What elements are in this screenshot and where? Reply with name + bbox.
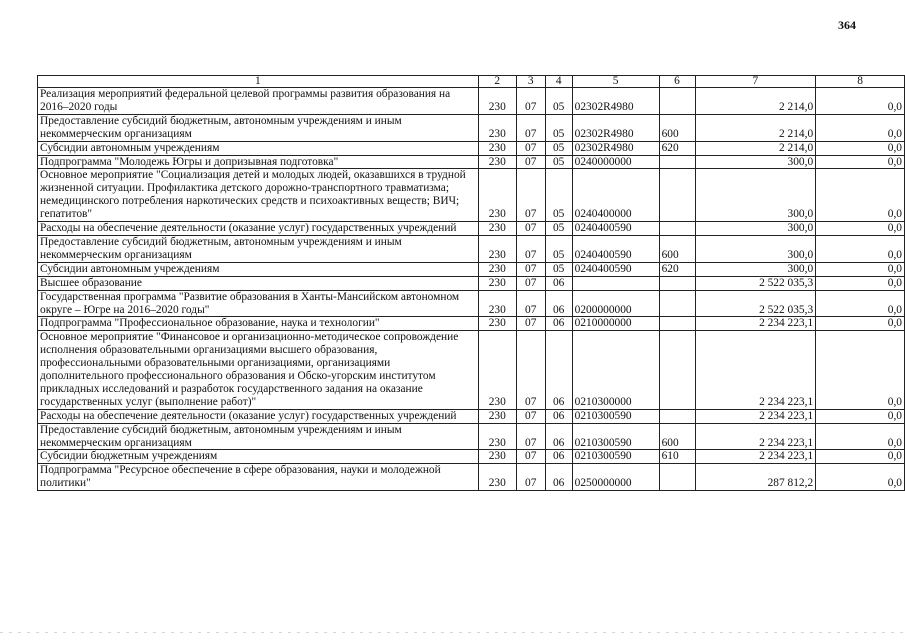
section-code: 07 [516,169,545,222]
row-name: Субсидии автономным учреждениям [38,141,479,155]
row-name: Подпрограмма "Профессиональное образование, наука и технологии" [38,317,479,331]
table-body [38,88,905,491]
amount-cell-secondary: 0,0 [816,114,905,141]
table-row [38,276,905,290]
amount-cell: 300,0 [695,169,816,222]
table-row [38,155,905,169]
section-code: 07 [516,114,545,141]
budget-table [37,75,905,491]
ministry-code: 230 [478,235,516,262]
subsection-code: 06 [545,290,572,317]
amount-cell: 2 234 223,1 [695,423,816,450]
amount-cell-secondary: 0,0 [816,464,905,491]
table-row [38,409,905,423]
row-name: Государственная программа "Развитие образования в Ханты-Мансийском автономном округе – Югре на 2016–2020 годы" [38,290,479,317]
section-code: 07 [516,235,545,262]
table-row [38,262,905,276]
amount-cell-secondary: 0,0 [816,155,905,169]
row-name: Подпрограмма "Молодежь Югры и допризывная подготовка" [38,155,479,169]
target-article-code: 0210300000 [572,331,659,409]
amount-cell-secondary: 0,0 [816,88,905,115]
ministry-code: 230 [478,114,516,141]
amount-cell: 300,0 [695,235,816,262]
amount-cell: 300,0 [695,155,816,169]
amount-cell-secondary: 0,0 [816,222,905,236]
amount-cell-secondary: 0,0 [816,317,905,331]
target-article-code: 0240400590 [572,262,659,276]
section-code: 07 [516,450,545,464]
row-name: Субсидии автономным учреждениям [38,262,479,276]
subsection-code: 05 [545,169,572,222]
amount-cell-secondary: 0,0 [816,262,905,276]
amount-cell-secondary: 0,0 [816,235,905,262]
table-row [38,141,905,155]
target-article-code [572,276,659,290]
expense-type-code [659,88,695,115]
ministry-code: 230 [478,222,516,236]
ministry-code: 230 [478,169,516,222]
expense-type-code: 610 [659,450,695,464]
table-row [38,464,905,491]
expense-type-code [659,317,695,331]
subsection-code: 05 [545,222,572,236]
subsection-code: 05 [545,262,572,276]
expense-type-code: 600 [659,114,695,141]
target-article-code: 0210300590 [572,423,659,450]
expense-type-code [659,331,695,409]
subsection-code: 05 [545,235,572,262]
column-number-row [38,76,905,88]
target-article-code: 0210300590 [572,409,659,423]
section-code: 07 [516,141,545,155]
expense-type-code [659,155,695,169]
target-article-code: 0210300590 [572,450,659,464]
subsection-code: 06 [545,423,572,450]
amount-cell: 300,0 [695,222,816,236]
header-cell: 5 [572,76,659,88]
amount-cell: 2 234 223,1 [695,450,816,464]
ministry-code: 230 [478,276,516,290]
page-number: 364 [838,18,856,32]
table-row [38,222,905,236]
header-cell: 8 [816,76,905,88]
amount-cell: 2 234 223,1 [695,331,816,409]
target-article-code: 02302R4980 [572,141,659,155]
table-row [38,169,905,222]
ministry-code: 230 [478,464,516,491]
subsection-code: 05 [545,141,572,155]
row-name: Предоставление субсидий бюджетным, автономным учреждениям и иным некоммерческим организациям [38,114,479,141]
row-name: Основное мероприятие "Финансовое и организационно-методическое сопровождение исполнения образовательными организациями высшего образования, профессиональными образовательными организациями, организациями дополнительного профессионального образования и Обско-угорским институтом прикладных исследований и разработок государственного задания на оказание государственных услуг (выполнение работ)" [38,331,479,409]
table-row [38,423,905,450]
expense-type-code [659,222,695,236]
header-cell: 3 [516,76,545,88]
row-name: Предоставление субсидий бюджетным, автономным учреждениям и иным некоммерческим организациям [38,423,479,450]
expense-type-code [659,409,695,423]
section-code: 07 [516,409,545,423]
expense-type-code: 600 [659,423,695,450]
amount-cell: 2 522 035,3 [695,290,816,317]
amount-cell: 2 214,0 [695,88,816,115]
target-article-code: 0200000000 [572,290,659,317]
target-article-code: 02302R4980 [572,114,659,141]
table-row [38,317,905,331]
expense-type-code [659,464,695,491]
amount-cell-secondary: 0,0 [816,450,905,464]
subsection-code: 06 [545,464,572,491]
target-article-code: 0240400000 [572,169,659,222]
header-cell: 4 [545,76,572,88]
ministry-code: 230 [478,450,516,464]
ministry-code: 230 [478,409,516,423]
section-code: 07 [516,88,545,115]
amount-cell: 2 214,0 [695,141,816,155]
target-article-code: 0210000000 [572,317,659,331]
table-row [38,114,905,141]
amount-cell: 287 812,2 [695,464,816,491]
subsection-code: 05 [545,88,572,115]
expense-type-code [659,290,695,317]
section-code: 07 [516,262,545,276]
subsection-code: 06 [545,276,572,290]
target-article-code: 0240400590 [572,222,659,236]
row-name: Расходы на обеспечение деятельности (оказание услуг) государственных учреждений [38,222,479,236]
subsection-code: 06 [545,317,572,331]
target-article-code: 02302R4980 [572,88,659,115]
amount-cell-secondary: 0,0 [816,169,905,222]
ministry-code: 230 [478,423,516,450]
amount-cell: 2 234 223,1 [695,409,816,423]
target-article-code: 0250000000 [572,464,659,491]
amount-cell: 300,0 [695,262,816,276]
row-name: Основное мероприятие "Социализация детей и молодых людей, оказавшихся в трудной жизненной ситуации. Профилактика детского дорожно-транспортного травматизма; немедицинского потребления наркотических средств и психоактивных веществ; ВИЧ; гепатитов" [38,169,479,222]
ministry-code: 230 [478,317,516,331]
table-row [38,88,905,115]
table-row [38,235,905,262]
table-row [38,331,905,409]
section-code: 07 [516,222,545,236]
subsection-code: 06 [545,409,572,423]
ministry-code: 230 [478,155,516,169]
target-article-code: 0240400590 [572,235,659,262]
ministry-code: 230 [478,290,516,317]
row-name: Предоставление субсидий бюджетным, автономным учреждениям и иным некоммерческим организациям [38,235,479,262]
amount-cell-secondary: 0,0 [816,141,905,155]
section-code: 07 [516,464,545,491]
target-article-code: 0240000000 [572,155,659,169]
header-cell: 7 [695,76,816,88]
section-code: 07 [516,155,545,169]
header-cell: 6 [659,76,695,88]
section-code: 07 [516,290,545,317]
table-row [38,290,905,317]
subsection-code: 06 [545,331,572,409]
amount-cell: 2 522 035,3 [695,276,816,290]
expense-type-code: 620 [659,262,695,276]
section-code: 07 [516,423,545,450]
amount-cell: 2 234 223,1 [695,317,816,331]
row-name: Высшее образование [38,276,479,290]
section-code: 07 [516,276,545,290]
row-name: Подпрограмма "Ресурсное обеспечение в сфере образования, науки и молодежной политики" [38,464,479,491]
expense-type-code [659,169,695,222]
amount-cell-secondary: 0,0 [816,331,905,409]
amount-cell-secondary: 0,0 [816,409,905,423]
scan-noise-line [0,632,905,633]
ministry-code: 230 [478,88,516,115]
header-cell: 1 [38,76,479,88]
ministry-code: 230 [478,262,516,276]
row-name: Субсидии бюджетным учреждениям [38,450,479,464]
header-cell: 2 [478,76,516,88]
amount-cell-secondary: 0,0 [816,290,905,317]
expense-type-code: 600 [659,235,695,262]
expense-type-code [659,276,695,290]
table-row [38,450,905,464]
expense-type-code: 620 [659,141,695,155]
amount-cell-secondary: 0,0 [816,276,905,290]
amount-cell: 2 214,0 [695,114,816,141]
ministry-code: 230 [478,141,516,155]
ministry-code: 230 [478,331,516,409]
amount-cell-secondary: 0,0 [816,423,905,450]
row-name: Реализация мероприятий федеральной целевой программы развития образования на 2016–2020 годы [38,88,479,115]
subsection-code: 05 [545,155,572,169]
subsection-code: 06 [545,450,572,464]
section-code: 07 [516,331,545,409]
row-name: Расходы на обеспечение деятельности (оказание услуг) государственных учреждений [38,409,479,423]
section-code: 07 [516,317,545,331]
subsection-code: 05 [545,114,572,141]
